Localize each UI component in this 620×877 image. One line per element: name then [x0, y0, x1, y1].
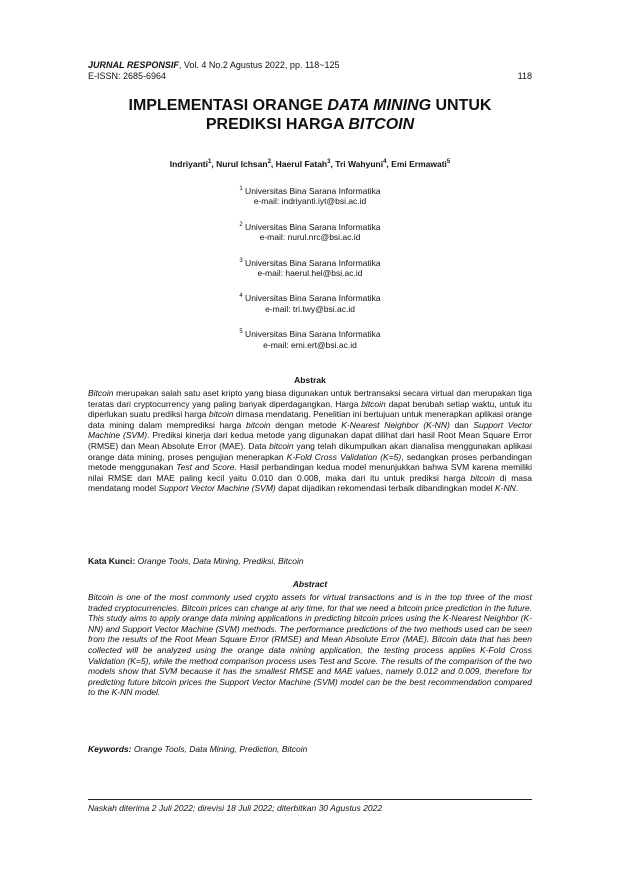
institution: Universitas Bina Sarana Informatika — [242, 185, 381, 196]
abstrak-segment: bitcoin — [208, 409, 234, 420]
abstrak-segment: Support Vector Machine (SVM) — [158, 483, 276, 494]
author-email: e-mail: tri.twy@bsi.ac.id — [265, 303, 355, 314]
affiliation-mark: 3 — [239, 257, 243, 264]
affiliation-mark: 2 — [239, 221, 243, 228]
abstract-text: Bitcoin is one of the most commonly used crypto assets for virtual transactions and is in the top three of the most traded cryptocurrencies. Bitcoin prices can change at any time, for that we need a bitcoin price prediction in the future. This study aims to apply orange data mining applications in predicting bitcoin prices using the K-Nearest Neighbor (K-NN) and Support Vector Machine (SVM) methods. The performance predictions of the two methods used can be seen from the results of the Root Mean Square Error (RMSE) and Mean Absolute Error (MAE). Bitcoin data that has been collected will be analyzed using the orange data mining application, the testing process applies K-Fold Cross Validation (K=5), while the method comparison process uses Test and Score. The results of the comparison of the two models show that SVM because it has the smallest RMSE and MAE values, namely 0.012 and 0.009, therefore for predicting future bitcoin prices the Support Vector Machine (SVM) model can be the best recommendation compared to the K-NN model. — [88, 592, 532, 698]
abstrak-segment: K-NN — [495, 483, 516, 494]
abstrak-text — [88, 388, 532, 494]
footer-divider — [88, 799, 532, 800]
author-email: e-mail: nurul.nrc@bsi.ac.id — [259, 232, 361, 243]
author-affiliation-mark: 2 — [267, 159, 271, 166]
abstract-section — [88, 579, 532, 698]
submission-dates: Naskah diterima 2 Juli 2022; direvisi 18 Juli 2022; diterbitkan 30 Agustus 2022 — [88, 803, 383, 813]
abstrak-segment: dan — [449, 419, 474, 430]
abstrak-segment: yang telah dikumpulkan akan dianalisa menggunakan aplikasi orange data mining, proses pengujian menerapkan — [88, 440, 532, 462]
affiliation — [88, 327, 532, 350]
author-name: Haerul Fatah — [275, 159, 328, 169]
abstrak-section — [88, 375, 532, 494]
kata-kunci — [88, 556, 532, 566]
author-affiliation-mark: 3 — [327, 159, 331, 166]
abstrak-segment: Test and Score — [176, 462, 235, 473]
abstrak-segment: bitcoin — [361, 398, 386, 409]
abstrak-segment: Support Vector Machine (SVM) — [88, 419, 532, 441]
affiliation — [88, 256, 532, 279]
author-name: Indriyanti — [169, 159, 208, 169]
abstrak-segment: . — [515, 483, 519, 494]
abstrak-segment: bitcoin — [269, 440, 294, 451]
author-name: Nurul Ichsan — [216, 159, 268, 169]
abstrak-segment: bitcoin — [245, 419, 271, 430]
author-affiliation-mark: 4 — [383, 159, 387, 166]
affiliation-mark: 5 — [239, 329, 243, 336]
abstrak-segment: , sedangkan proses perbandingan metode menggunakan — [88, 451, 532, 473]
keywords — [88, 744, 532, 754]
abstrak-segment: merupakan salah satu aset kripto yang biasa digunakan untuk bertransaksi secara virtual dan merupakan tiga teratas dari cryptocurrency yang paling banyak diperdagangkan. Harga — [88, 388, 532, 409]
author-affiliation-mark: 5 — [446, 159, 451, 166]
author-email: e-mail: emi.ert@bsi.ac.id — [263, 339, 357, 350]
abstract-heading: Abstract — [292, 579, 328, 589]
title-part: UNTUK — [431, 97, 492, 114]
institution: Universitas Bina Sarana Informatika — [242, 257, 381, 268]
journal-header — [88, 60, 532, 82]
title-part: IMPLEMENTASI ORANGE — [128, 97, 328, 114]
abstrak-heading: Abstrak — [294, 375, 326, 385]
title-part: PREDIKSI HARGA — [205, 116, 349, 133]
author-email: e-mail: indriyanti.iyt@bsi.ac.id — [253, 196, 367, 207]
abstrak-segment: dengan metode — [270, 419, 342, 430]
abstrak-segment: . Hasil perbandingan kedua model menunjukkan bahwa SVM karena memiliki nilai RMSE dan MAE paling kecil yaitu 0.010 dan 0.008, maka dari itu untuk prediksi harga — [88, 462, 532, 483]
abstrak-segment: dapat berubah setiap waktu, untuk itu diperlukan suatu prediksi harga — [88, 398, 532, 420]
abstrak-segment: K-Nearest Neighbor (K-NN) — [341, 419, 450, 430]
affiliation-mark: 1 — [239, 186, 243, 192]
title-part-italic: BITCOIN — [348, 116, 415, 133]
kata-kunci-label: Kata Kunci: — [88, 556, 136, 566]
abstrak-segment: . Prediksi kinerja dari kedua metode yang digunakan dapat dilihat dari hasil Root Mean Square Error (RMSE) dan Mean Absolute Error (MAE). Data — [88, 430, 532, 451]
abstrak-segment: bitcoin — [470, 472, 495, 483]
abstrak-segment: Bitcoin — [88, 388, 114, 398]
kata-kunci-value: Orange Tools, Data Mining, Prediksi, Bitcoin — [135, 556, 304, 566]
journal-volume: , Vol. 4 No.2 Agustus 2022, pp. 118~125 — [178, 60, 340, 70]
journal-name: JURNAL RESPONSIF — [88, 60, 179, 70]
affiliation-mark: 4 — [239, 293, 243, 300]
author-email: e-mail: haerul.hel@bsi.ac.id — [257, 267, 363, 278]
abstrak-segment: K-Fold Cross Validation (K=5) — [286, 451, 402, 462]
author-list: Indriyanti$^1$, Nurul Ichsan$^2$, Haerul Fatah$^3$, Tri Wahyuni$^4$, Emi Ermawati$^5$ — [169, 159, 451, 169]
institution: Universitas Bina Sarana Informatika — [242, 293, 381, 304]
eissn: E-ISSN: 2685-6964 — [88, 71, 167, 81]
affiliation — [88, 291, 532, 314]
institution: Universitas Bina Sarana Informatika — [242, 221, 381, 232]
paper-title — [88, 96, 532, 134]
author-name: Tri Wahyuni — [335, 159, 384, 169]
author-affiliation-mark: 1 — [208, 159, 212, 166]
author-name: Emi Ermawati — [391, 159, 447, 169]
journal-citation — [88, 60, 340, 71]
abstrak-segment: dapat dijadikan rekomendasi terbaik dibandingkan model — [275, 483, 496, 494]
title-part-italic: DATA MINING — [327, 97, 432, 114]
institution: Universitas Bina Sarana Informatika — [242, 329, 381, 340]
abstrak-segment: dimasa mendatang. Penelitian ini bertujuan untuk menerapkan aplikasi orange data mining dalam memprediksi harga — [88, 409, 532, 430]
abstrak-segment: di masa mendatang model — [88, 472, 533, 494]
page-number: 118 — [517, 71, 532, 81]
affiliation — [88, 184, 532, 207]
affiliation-list — [88, 184, 532, 363]
keywords-label: Keywords: — [88, 744, 132, 754]
keywords-value: Orange Tools, Data Mining, Prediction, Bitcoin — [131, 744, 308, 754]
affiliation — [88, 220, 532, 243]
